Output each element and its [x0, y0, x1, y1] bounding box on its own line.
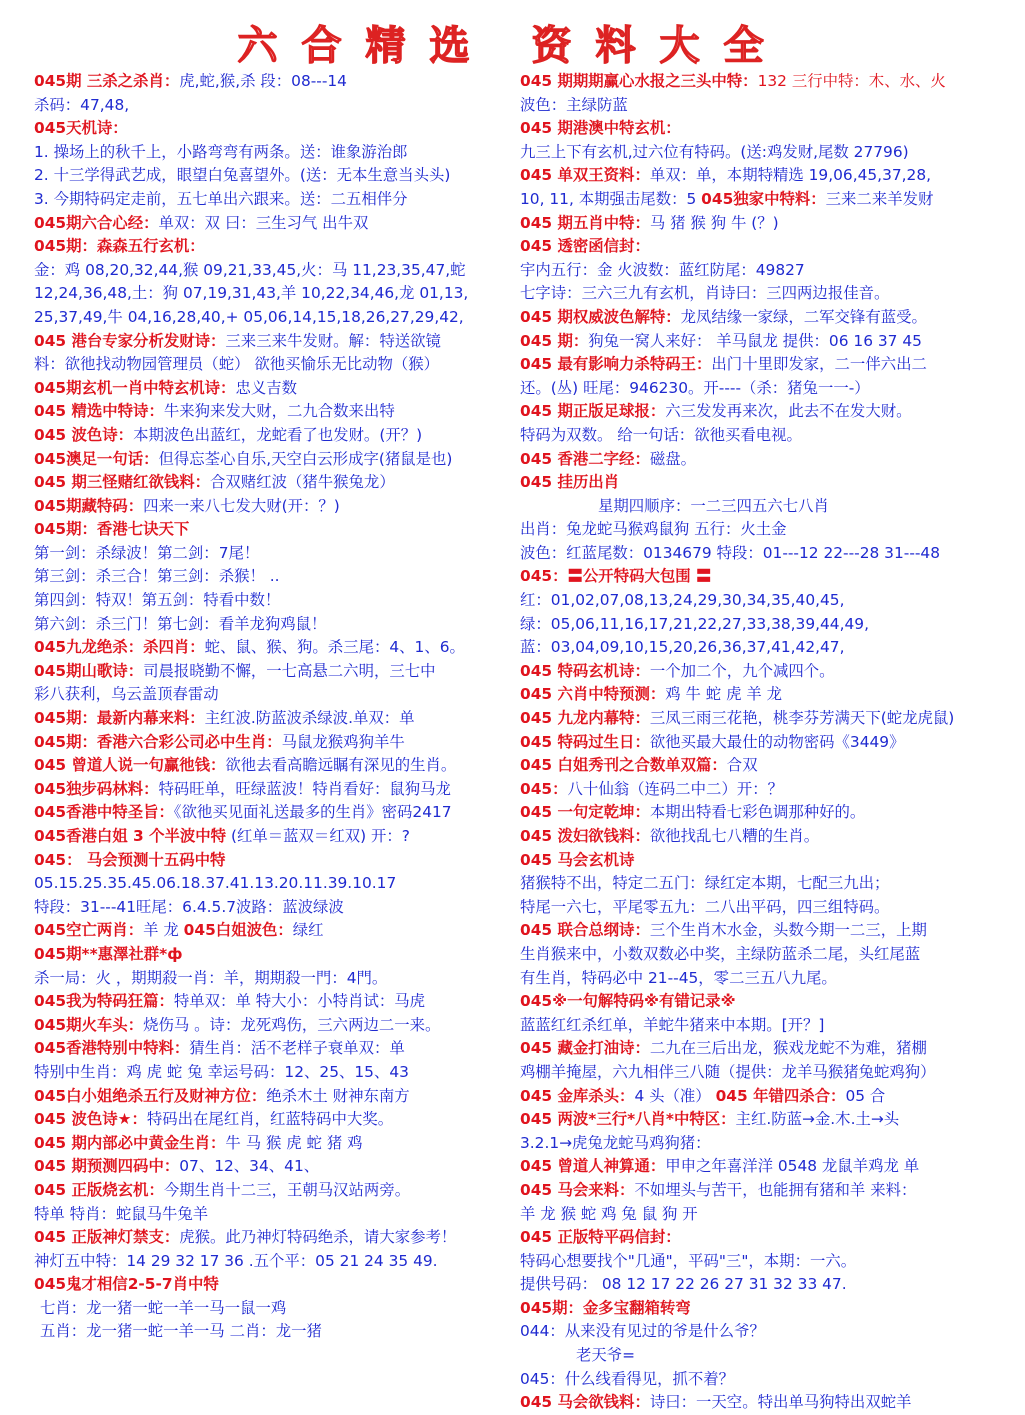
line-text: 提供号码： 08 12 17 22 26 27 31 32 33 47.: [520, 1275, 847, 1294]
line-text: 蓝：03,04,09,10,15,20,26,36,37,41,42,47,: [520, 638, 845, 657]
right-line: [520, 542, 1006, 566]
left-line: [34, 849, 512, 873]
section-heading: 045 正版特平码信封：: [520, 1228, 681, 1247]
right-line: [520, 825, 1006, 849]
left-line: [34, 565, 512, 589]
section-heading: 045天机诗：: [34, 119, 128, 138]
left-line: [34, 518, 512, 542]
section-heading: 045澳足一句话：: [34, 449, 159, 468]
line-text: 045：什么线看得见，抓不着？: [520, 1369, 735, 1388]
line-text: 牛 马 猴 虎 蛇 猪 鸡: [225, 1133, 363, 1152]
section-heading: 045 一句定乾坤：: [520, 803, 650, 822]
section-heading: 045白小姐绝杀五行及财神方位：: [34, 1086, 267, 1105]
left-line: [34, 1108, 512, 1132]
section-heading: 三杀之杀肖：: [81, 72, 180, 90]
line-text: 第三剑：杀三合！第三剑：杀猴！ ..: [34, 567, 280, 586]
right-line: [520, 1014, 1006, 1038]
left-line: [34, 825, 512, 849]
right-line: [520, 1297, 1006, 1321]
left-column: [34, 70, 512, 1344]
right-line: [520, 613, 1006, 637]
section-heading: 045白姐波色：: [183, 921, 293, 940]
line-text: 宇内五行：金 火波数：蓝红防尾：49827: [520, 260, 805, 279]
right-line: [520, 849, 1006, 873]
section-heading: 045 波色诗：: [34, 425, 134, 444]
left-line: [34, 94, 512, 118]
line-text: 九三上下有玄机,过六位有特码。(送:鸡发财,尾数 27796): [520, 142, 909, 161]
section-heading: 045※一句解特码※有错记录※: [520, 992, 736, 1011]
line-text: 红：01,02,07,08,13,24,29,30,34,35,40,45,: [520, 591, 845, 610]
right-line: [520, 990, 1006, 1014]
line-text: 欲彵去看高瞻远瞩有深见的生肖。: [225, 756, 457, 775]
line-text: 132 三行中特：木、水、火: [757, 72, 946, 90]
left-line: [34, 448, 512, 472]
right-line: [520, 1391, 1006, 1415]
left-line: [34, 589, 512, 613]
right-line: [520, 1179, 1006, 1203]
line-text: 欲彵买最大最仕的动物密码《3449》: [649, 732, 905, 751]
right-line: [520, 212, 1006, 236]
line-text: 八十仙翁（连码二中二）开：？: [567, 779, 784, 798]
right-line: [520, 801, 1006, 825]
line-text: 虎猴。此乃神灯特码绝杀，请大家参考！: [179, 1228, 457, 1247]
line-text: 特码旺单，旺绿蓝波！特肖看好：鼠狗马龙: [158, 779, 451, 798]
line-text: 猪猴特不出，特定二五门：绿红定本期，七配三九出；: [520, 874, 890, 893]
section-heading: 045 六肖中特预测：: [520, 685, 666, 704]
line-text: 鸡棚羊掩屋，六九相伴三八随（提供：龙羊马猴猪兔蛇鸡狗）: [520, 1062, 936, 1081]
line-text: 马鼠龙猴鸡狗羊牛: [281, 732, 405, 751]
left-line: [34, 919, 512, 943]
section-heading: 045 期期期赢心水报之三头中特：: [520, 72, 758, 90]
left-line: [34, 471, 512, 495]
right-line: [520, 1250, 1006, 1274]
section-heading: 045 期：: [520, 331, 589, 350]
left-line: [34, 1203, 512, 1227]
line-text: 牛来狗来发大财，二九合数来出特: [163, 402, 395, 421]
left-line: [34, 1037, 512, 1061]
section-heading: 045 马会来料：: [520, 1180, 635, 1199]
section-heading: 045：: [520, 779, 568, 798]
right-column: [520, 70, 1006, 1415]
left-line: [34, 707, 512, 731]
line-text: 合双赌红波（猪牛猴兔龙）: [210, 473, 395, 492]
section-heading: 045 白姐秀刊之合数单双篇：: [520, 756, 727, 775]
left-line: [34, 801, 512, 825]
line-text: 12,24,36,48,土：狗 07,19,31,43,羊 10,22,34,46,龙 01,13,: [34, 284, 469, 303]
line-text: 3. 今期特码定走前，五七单出六跟来。送：二五相伴分: [34, 189, 408, 208]
left-line: [34, 282, 512, 306]
line-text: 二九在三后出龙，猴戏龙蛇不为难，猪棚: [649, 1039, 927, 1058]
right-line: [520, 1132, 1006, 1156]
section-heading: 045 挂历出肖: [520, 473, 620, 492]
line-text: 羊 龙: [143, 921, 184, 940]
right-line: [520, 518, 1006, 542]
section-heading: 045 期预测四码中：: [34, 1157, 180, 1176]
line-text: 特别中生肖：鸡 虎 蛇 兔 幸运号码：12、25、15、43: [34, 1062, 409, 1081]
line-text: 特段：31---41旺尾：6.4.5.7波路：蓝波绿波: [34, 897, 344, 916]
right-line: [520, 589, 1006, 613]
left-line: [34, 990, 512, 1014]
line-text: 特码为双数。 给一句话：欲彵买看电视。: [520, 425, 802, 444]
right-line: [520, 70, 1006, 94]
left-line: [34, 424, 512, 448]
line-text: 还。(丛) 旺尾：946230。开----（杀：猪兔一一-）: [520, 378, 870, 397]
left-line: [34, 164, 512, 188]
left-line: [34, 967, 512, 991]
line-text: 彩八获利，乌云盖顶春雷动: [34, 685, 219, 704]
left-line: [34, 141, 512, 165]
section-heading: 045 最有影响力杀特码王：: [520, 355, 712, 374]
line-text: 但得忘荃心自乐,天空白云形成字(猪鼠是也): [158, 449, 453, 468]
left-line: [34, 1061, 512, 1085]
line-text: 蓝蓝红红杀红单，羊蛇牛猪来中本期。[开？]: [520, 1015, 825, 1034]
left-line: [34, 353, 512, 377]
section-heading: 045 期三怪赌红欲钱料：: [34, 473, 211, 492]
section-heading: 045： 马会预测十五码中特: [34, 850, 226, 869]
line-text: 马 猪 猴 狗 牛 (？): [649, 213, 779, 232]
line-text: 第六剑：杀三门！第七剑：看羊龙狗鸡鼠！: [34, 614, 327, 633]
line-text: 欲彵找乱七八糟的生肖。: [649, 827, 820, 845]
right-line: [520, 94, 1006, 118]
left-line: [34, 1014, 512, 1038]
right-line: [520, 1037, 1006, 1061]
line-text: 生肖猴来中，小数双数必中奖，主绿防蓝杀二尾，头红尾蓝: [520, 944, 921, 963]
section-heading: 045鬼才相信2-5-7肖中特: [34, 1275, 219, 1294]
line-text: 星期四顺序：一二三四五六七八肖: [598, 496, 829, 515]
right-line: [520, 660, 1006, 684]
section-heading: 045 期港澳中特玄机：: [520, 119, 681, 138]
line-text: 金：鸡 08,20,32,44,猴 09,21,33,45,火：马 11,23,35,47,蛇: [34, 260, 466, 279]
line-text: 波色：红蓝尾数：0134679 特段：01---12 22---28 31---48: [520, 543, 941, 562]
left-line: [34, 636, 512, 660]
line-text: 六三发发再来次，此去不在发大财。: [665, 402, 912, 421]
section-heading: 045 特码过生日：: [520, 732, 650, 751]
right-line: [520, 683, 1006, 707]
left-line: [34, 400, 512, 424]
line-text: 25,37,49,牛 04,16,28,40,+ 05,06,14,15,18,26,27,29,42,: [34, 307, 464, 326]
right-line: [520, 778, 1006, 802]
right-line: [520, 377, 1006, 401]
left-line: [34, 212, 512, 236]
right-line: [520, 1085, 1006, 1109]
line-text: 三来二来羊发财: [825, 189, 934, 208]
right-line: [520, 259, 1006, 283]
section-heading: 045 马会玄机诗: [520, 850, 635, 869]
line-text: 三来三来牛发财。解：特送欲镜: [225, 331, 441, 350]
right-line: [520, 1155, 1006, 1179]
section-heading: 045期：最新内幕来料：: [34, 709, 205, 728]
line-text: 波色：主绿防蓝: [520, 95, 628, 114]
right-line: [520, 282, 1006, 306]
left-line: [34, 330, 512, 354]
line-text: 第四剑：特双！第五剑：特看中数！: [34, 591, 281, 610]
page-title: 六合精选 资料大全: [237, 23, 788, 69]
right-line: [520, 896, 1006, 920]
left-line: [34, 1179, 512, 1203]
line-text: 单双：单，本期特精选 19,06,45,37,28,: [649, 166, 932, 185]
line-text: 绝杀木土 财神东南方: [266, 1086, 410, 1105]
left-line: [34, 188, 512, 212]
line-text: 老天爷=: [576, 1346, 636, 1365]
left-line: [34, 1132, 512, 1156]
section-heading: 045期六合心经：: [34, 213, 159, 232]
line-text: (红单＝蓝双＝红双) 开：?: [226, 827, 410, 845]
line-text: 杀码：47,48,: [34, 95, 130, 114]
right-line: [520, 1203, 1006, 1227]
line-text: 司晨报晓勤不懈，一七高悬二六明，三七中: [143, 661, 436, 680]
left-line: [34, 1273, 512, 1297]
right-line: [520, 353, 1006, 377]
line-text: 单双：双 曰：三生习气 出牛双: [158, 213, 369, 232]
line-text: 不如埋头与苦干，也能拥有猪和羊 来料：: [634, 1180, 917, 1199]
line-text: 特单双：单 特大小：小特肖试：马虎: [173, 992, 426, 1011]
section-heading: 045期玄机一肖中特玄机诗：: [34, 378, 236, 397]
section-heading: 045期：香港六合彩公司必中生肖：: [34, 732, 282, 751]
section-heading: 045独家中特料：: [701, 189, 826, 208]
left-line: [34, 542, 512, 566]
line-text: 《欲彵买见面礼送最多的生肖》密码2417: [173, 803, 452, 822]
section-heading: 045期：森森五行玄机：: [34, 237, 205, 256]
section-heading: 045期火车头：: [34, 1015, 144, 1034]
line-text: 三个生肖木水金，头数今期一二三，上期: [649, 921, 927, 940]
line-text: 一个加二个，九个减四个。: [649, 661, 835, 680]
line-text: 2. 十三学得武艺成，眼望白兔喜望外。(送：无本生意当头头): [34, 166, 451, 185]
left-line: [34, 1155, 512, 1179]
left-line: [34, 613, 512, 637]
left-line: [34, 1297, 512, 1321]
line-text: 有生肖，特码必中 21--45，零二三五八九尾。: [520, 968, 837, 987]
line-text: 狗兔一窝人来好： 羊马鼠龙 提供：06 16 37 45: [588, 331, 922, 350]
section-heading: 045 藏金打油诗：: [520, 1039, 650, 1058]
section-heading: 045期**惠澤社群*ф: [34, 944, 183, 963]
right-line: [520, 448, 1006, 472]
line-text: 鸡 牛 蛇 虎 羊 龙: [665, 685, 783, 704]
left-line: [34, 259, 512, 283]
line-text: 三凤三雨三花艳，桃李芬芳满天下(蛇龙虎鼠): [649, 709, 955, 728]
line-text: 四来一来八七发大财(开：？): [143, 496, 340, 515]
left-line: [34, 1320, 512, 1344]
right-line: [520, 565, 1006, 589]
section-heading: 045香港白姐 3 个半波中特: [34, 827, 227, 845]
line-text: 绿：05,06,11,16,17,21,22,27,33,38,39,44,49,: [520, 614, 869, 633]
right-line: [520, 731, 1006, 755]
right-line: [520, 495, 1006, 519]
right-line: [520, 330, 1006, 354]
right-line: [520, 967, 1006, 991]
line-text: 特码出在尾红肖，红蓝特码中大奖。: [146, 1110, 394, 1129]
section-heading: 045独步码林料：: [34, 779, 159, 798]
line-text: 本期出特看七彩色调那种好的。: [649, 803, 866, 822]
right-line: [520, 141, 1006, 165]
left-line: [34, 235, 512, 259]
line-text: 4 头（准）: [634, 1086, 716, 1105]
section-heading: 045九龙绝杀：: [34, 638, 144, 657]
left-line: [34, 731, 512, 755]
right-line: [520, 707, 1006, 731]
line-text: 10, 11, 本期强击尾数：5: [520, 189, 702, 208]
left-line: [34, 306, 512, 330]
section-heading: 045 金库杀头：: [520, 1086, 635, 1105]
section-heading: 杀四肖：: [143, 638, 205, 657]
line-text: 绿红: [292, 921, 324, 940]
left-line: [34, 754, 512, 778]
section-heading: 045 期权威波色解特：: [520, 307, 681, 326]
right-line: [520, 872, 1006, 896]
line-text: 五肖：龙一猪一蛇一羊一马 二肖：龙一猪: [40, 1322, 322, 1341]
section-heading: 045 曾道人神算通：: [520, 1157, 666, 1176]
right-line: [520, 471, 1006, 495]
left-line: [34, 117, 512, 141]
line-text: 1. 操场上的秋千上，小路弯弯有两条。送：谁象游治郎: [34, 142, 408, 161]
line-text: 七字诗：三六三九有玄机，肖诗曰：三四两边报佳音。: [520, 284, 890, 303]
section-heading: 045 年错四杀合：: [715, 1086, 846, 1105]
section-heading: 045 正版神灯禁支：: [34, 1228, 180, 1247]
line-text: 杀一局：火 ，期期殺一肖：羊，期期殺一門：4門。: [34, 968, 388, 987]
section-heading: 045 特码玄机诗：: [520, 661, 650, 680]
right-line: [520, 400, 1006, 424]
line-text: 忠义吉数: [235, 378, 298, 397]
left-line: [34, 377, 512, 401]
line-text: 磁盘。: [649, 449, 697, 468]
line-text: 七肖：龙一猪一蛇一羊一马一鼠一鸡: [40, 1298, 287, 1317]
section-heading: 045 期正版足球报：: [520, 402, 666, 421]
section-heading: 045 精选中特诗：: [34, 402, 164, 421]
line-text: 3.2.1→虎兔龙蛇马鸡狗猪：: [520, 1133, 711, 1152]
line-text: 龙凤结缘一家绿，二军交锋有蓝受。: [680, 307, 927, 326]
line-text: 第一剑：杀绿波！第二剑：7尾！: [34, 543, 260, 562]
right-line: [520, 306, 1006, 330]
section-heading: 045 曾道人说一句赢彵钱：: [34, 756, 226, 775]
section-heading: 045 波色诗★：: [34, 1110, 147, 1129]
line-text: 主红波.防蓝波杀绿波.单双：单: [204, 709, 415, 728]
right-line: [520, 1273, 1006, 1297]
line-text: 出肖：兔龙蛇马猴鸡鼠狗 五行：火土金: [520, 520, 787, 539]
left-line: [34, 495, 512, 519]
line-text: 料：欲彵找动物园管理员（蛇） 欲彵买愉乐无比动物（猴）: [34, 355, 440, 374]
left-line: [34, 896, 512, 920]
section-heading: 045 泼妇欲钱料：: [520, 827, 650, 845]
left-line: [34, 1085, 512, 1109]
left-line: [34, 70, 512, 94]
line-text: 本期波色出蓝红，龙蛇看了也发财。(开？): [133, 425, 423, 444]
section-heading: 045 港台专家分析发财诗：: [34, 331, 226, 350]
left-line: [34, 778, 512, 802]
line-text: 主红.防蓝→金.木.土→头: [735, 1110, 900, 1129]
line-text: 烧伤马 。诗：龙死鸡伤，三六两边二一来。: [143, 1015, 441, 1034]
left-line: [34, 660, 512, 684]
line-text: 07、12、34、41、: [179, 1157, 320, 1176]
section-heading: 045 香港二字经：: [520, 449, 650, 468]
line-text: 神灯五中特：14 29 32 17 36 .五个平：05 21 24 35 49.: [34, 1251, 438, 1270]
right-line: [520, 117, 1006, 141]
line-text: 甲申之年喜洋洋 0548 龙鼠羊鸡龙 单: [665, 1157, 920, 1176]
line-text: 044：从来没有见过的爷是什么爷？: [520, 1322, 765, 1341]
line-text: 诗曰：一天空。特出单马狗特出双蛇羊: [649, 1393, 912, 1412]
line-text: 蛇、鼠、猴、狗。杀三尾：4、1、6。: [204, 638, 465, 657]
right-line: [520, 754, 1006, 778]
right-line: [520, 1108, 1006, 1132]
right-line: [520, 1061, 1006, 1085]
right-line: [520, 188, 1006, 212]
right-line: [520, 235, 1006, 259]
section-heading: 045 正版烧玄机：: [34, 1180, 164, 1199]
section-heading: 045 马会欲钱料：: [520, 1393, 650, 1412]
left-line: [34, 1226, 512, 1250]
section-heading: 045期: [34, 72, 82, 90]
section-heading: 045 两波*三行*八肖*中特区：: [520, 1110, 736, 1129]
right-line: [520, 943, 1006, 967]
right-line: [520, 919, 1006, 943]
section-heading: 045 期五肖中特：: [520, 213, 650, 232]
section-heading: 045 单双王资料：: [520, 166, 650, 185]
line-text: 特尾一六七，平尾零五九：二八出平码，四三组特码。: [520, 897, 890, 916]
right-line: [520, 424, 1006, 448]
section-heading: 045 九龙内幕特：: [520, 709, 650, 728]
right-line: [520, 1344, 1006, 1368]
line-text: 今期生肖十二三，王朝马汉站两旁。: [163, 1180, 411, 1199]
line-text: 特单 特肖：蛇鼠马牛兔羊: [34, 1204, 209, 1223]
right-line: [520, 636, 1006, 660]
line-text: 猜生肖：活不老样子衰单双：单: [189, 1039, 405, 1058]
line-text: 特码心想要找个"几通"，平码"三"，本期：一六。: [520, 1251, 857, 1270]
section-heading: 045期山歌诗：: [34, 661, 144, 680]
section-heading: 045期藏特码：: [34, 496, 144, 515]
right-line: [520, 1226, 1006, 1250]
right-line: [520, 1368, 1006, 1392]
section-heading: 045我为特码狂篇：: [34, 992, 174, 1011]
section-heading: 045：〓公开特码大包围 〓: [520, 567, 712, 586]
left-line: [34, 1250, 512, 1274]
line-text: 出门十里即发家，二一伴六出二: [711, 355, 927, 374]
line-text: 05 合: [845, 1086, 886, 1105]
line-text: 羊 龙 猴 蛇 鸡 兔 鼠 狗 开: [520, 1204, 698, 1223]
left-line: [34, 943, 512, 967]
section-heading: 045期：金多宝翻箱转弯: [520, 1298, 691, 1317]
section-heading: 045香港特别中特料：: [34, 1039, 190, 1058]
section-heading: 045 期内部必中黄金生肖：: [34, 1133, 226, 1152]
line-text: 虎,蛇,猴,杀 段：08---14: [179, 72, 347, 90]
line-text: 合双: [726, 756, 758, 775]
line-text: 05.15.25.35.45.06.18.37.41.13.20.11.39.10.17: [34, 874, 397, 893]
left-line: [34, 872, 512, 896]
section-heading: 045期：香港七诀天下: [34, 520, 190, 539]
left-line: [34, 683, 512, 707]
section-heading: 045 透密函信封：: [520, 237, 650, 256]
section-heading: 045香港中特圣旨：: [34, 803, 174, 822]
section-heading: 045 联合总纲诗：: [520, 921, 650, 940]
section-heading: 045空亡两肖：: [34, 921, 144, 940]
right-line: [520, 164, 1006, 188]
right-line: [520, 1320, 1006, 1344]
